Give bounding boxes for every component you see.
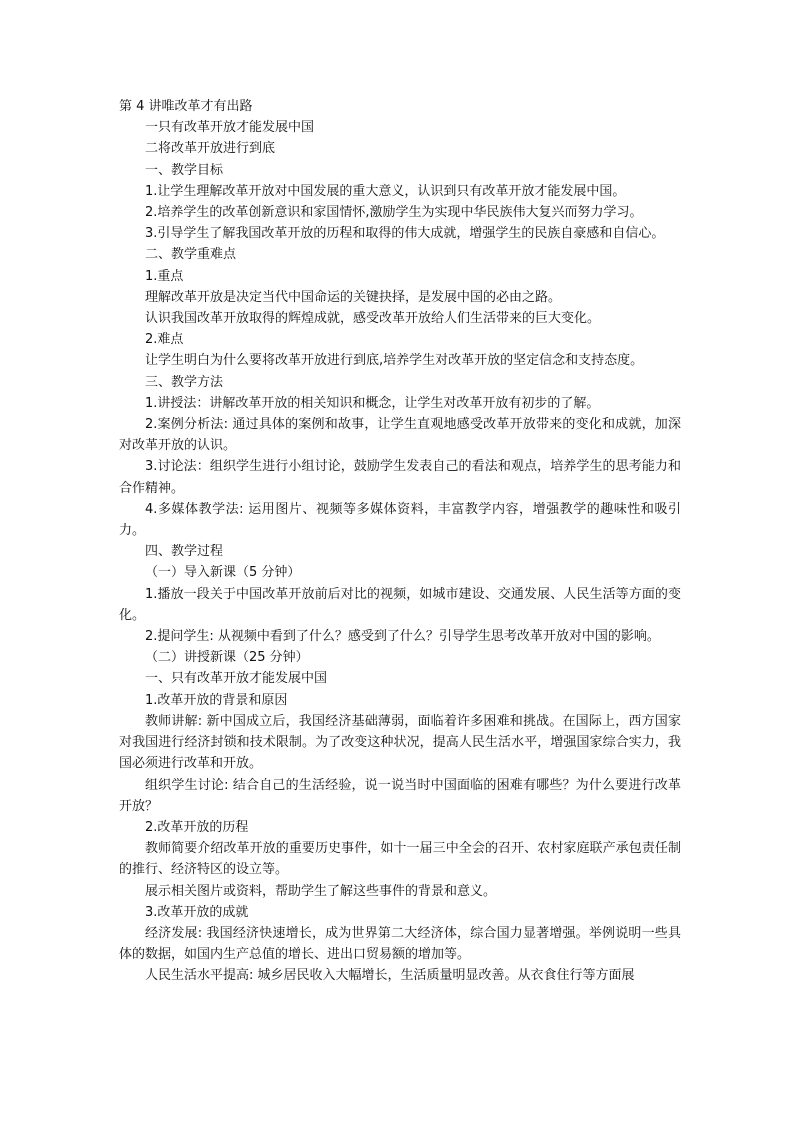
paragraph: 教师讲解: 新中国成立后，我国经济基础薄弱，面临着许多困难和挑战。在国际上，西方国家对我国进行经济封锁和技术限制。为了改变这种状况，提高人民生活水平，增强国家综合实力，我国必须进行改革和开放。 — [119, 713, 681, 772]
document-page — [119, 96, 681, 987]
section-heading: 四、教学过程 — [145, 544, 224, 560]
section-heading: 一、只有改革开放才能发展中国 — [145, 671, 328, 687]
subheading: 3.改革开放的成就 — [145, 904, 249, 920]
paragraph: 让学生明白为什么要将改革开放进行到底,培养学生对改革开放的坚定信念和支持态度。 — [145, 353, 644, 369]
paragraph: 1.让学生理解改革开放对中国发展的重大意义，认识到只有改革开放才能发展中国。 — [145, 183, 626, 199]
lesson-title: 第 4 讲唯改革才有出路 — [119, 99, 253, 114]
subheading: 2.改革开放的历程 — [145, 819, 249, 835]
section-heading: 一、教学目标 — [145, 162, 224, 178]
paragraph: 人民生活水平提高: 城乡居民收入大幅增长，生活质量明显改善。从衣食住行等方面展 — [145, 968, 635, 984]
paragraph: 2.提问学生: 从视频中看到了什么？感受到了什么？引导学生思考改革开放对中国的影响。 — [145, 629, 660, 645]
paragraph: 1.讲授法：讲解改革开放的相关知识和概念，让学生对改革开放有初步的了解。 — [145, 395, 600, 411]
paragraph: 认识我国改革开放取得的辉煌成就，感受改革开放给人们生活带来的巨大变化。 — [145, 311, 601, 327]
subheading: 1.重点 — [145, 268, 184, 284]
paragraph: 二将改革开放进行到底 — [145, 141, 276, 157]
paragraph: 经济发展: 我国经济快速增长，成为世界第二大经济体，综合国力显著增强。举例说明一些具体的数据，如国内生产总值的增长、进出口贸易额的增加等。 — [119, 925, 681, 963]
section-heading: 三、教学方法 — [145, 374, 224, 390]
paragraph: 理解改革开放是决定当代中国命运的关键抉择，是发展中国的必由之路。 — [145, 289, 562, 305]
subheading: （一）导入新课（5 分钟） — [145, 565, 301, 581]
paragraph: 展示相关图片或资料，帮助学生了解这些事件的背景和意义。 — [145, 883, 497, 899]
paragraph: 3.引导学生了解我国改革开放的历程和取得的伟大成就，增强学生的民族自豪感和自信心。 — [145, 226, 665, 242]
paragraph: 一只有改革开放才能发展中国 — [145, 120, 315, 136]
paragraph: 教师简要介绍改革开放的重要历史事件，如十一届三中全会的召开、农村家庭联产承包责任制的推行、经济特区的设立等。 — [119, 841, 681, 878]
subheading: 2.难点 — [145, 332, 184, 348]
section-heading: 二、教学重难点 — [145, 247, 237, 263]
subheading: 1.改革开放的背景和原因 — [145, 692, 288, 708]
paragraph: 1.播放一段关于中国改革开放前后对比的视频，如城市建设、交通发展、人民生活等方面的变化。 — [119, 586, 681, 623]
paragraph: 组织学生讨论: 结合自己的生活经验，说一说当时中国面临的困难有哪些？为什么要进行改革开放？ — [119, 777, 681, 814]
paragraph: 2.案例分析法: 通过具体的案例和故事，让学生直观地感受改革开放带来的变化和成就，加深对改革开放的认识。 — [119, 417, 681, 454]
paragraph: 3.讨论法：组织学生进行小组讨论，鼓励学生发表自己的看法和观点，培养学生的思考能力和合作精神。 — [119, 459, 681, 496]
subheading: （二）讲授新课（25 分钟） — [145, 650, 309, 666]
paragraph: 2.培养学生的改革创新意识和家国情怀,激励学生为实现中华民族伟大复兴而努力学习。 — [145, 205, 643, 221]
paragraph: 4.多媒体教学法: 运用图片、视频等多媒体资料，丰富教学内容，增强教学的趣味性和吸引力。 — [119, 501, 681, 539]
